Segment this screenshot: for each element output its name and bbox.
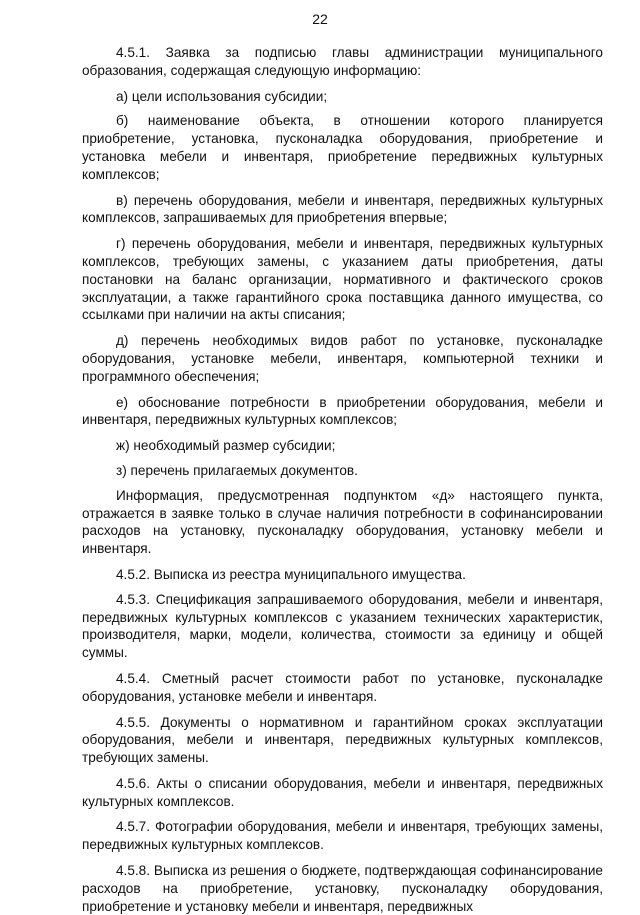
paragraph-4-5-6: 4.5.6. Акты о списании оборудования, мебели и инвентаря, передвижных культурных комплексов. [82, 775, 603, 809]
list-item-b: б) наименование объекта, в отношении которого планируется приобретение, установка, пусконаладка оборудования, приобретение и установка мебели и инвентаря, приобретение передвижных культурных комплексов; [82, 113, 603, 182]
paragraph-4-5-3: 4.5.3. Спецификация запрашиваемого оборудования, мебели и инвентаря, передвижных культурных комплексов с указанием технических характеристик, производителя, марки, модели, количества, стоимости за единицу и общей суммы. [82, 591, 603, 661]
list-item-g: г) перечень оборудования, мебели и инвентаря, передвижных культурных комплексов, требующих замены, с указанием даты приобретения, даты постановки на баланс организации, нормативного и фактического сроков эксплуатации, а также гарантийного срока поставщика данного имущества, со ссылками при наличии на акты списания; [82, 236, 603, 323]
paragraph-4-5-1: 4.5.1. Заявка за подписью главы администрации муниципального образования, содержащая следующую информацию: [82, 45, 603, 78]
information-note: Информация, предусмотренная подпунктом «д» настоящего пункта, отражается в заявке только в случае наличия потребности в софинансировании расходов на установку, пусконаладку оборудования, установку мебели и инвентаря. [82, 487, 603, 557]
paragraph-4-5-8: 4.5.8. Выписка из решения о бюджете, подтверждающая софинансирование расходов на приобретение, установку, пусконаладку оборудования, приобретение и установку мебели и инвентаря, передвижных [82, 863, 603, 914]
list-item-d: д) перечень необходимых видов работ по установке, пусконаладке оборудования, установке мебели, инвентаря, компьютерной техники и программного обеспечения; [82, 333, 603, 384]
list-item-a: а) цели использования субсидии; [116, 88, 328, 104]
document-body [82, 44, 603, 915]
paragraph-4-5-5: 4.5.5. Документы о нормативном и гарантийном сроках эксплуатации оборудования, мебели и инвентаря, передвижных культурных комплексов, требующих замены. [82, 714, 603, 766]
paragraph-4-5-2: 4.5.2. Выписка из реестра муниципального имущества. [116, 566, 466, 582]
list-item-e: е) обоснование потребности в приобретении оборудования, мебели и инвентаря, передвижных культурных комплексов; [82, 394, 603, 428]
paragraph-4-5-7: 4.5.7. Фотографии оборудования, мебели и инвентаря, требующих замены, передвижных культурных комплексов. [82, 819, 603, 853]
list-item-zh: ж) необходимый размер субсидии; [116, 438, 336, 454]
paragraph-4-5-4: 4.5.4. Сметный расчет стоимости работ по установке, пусконаладке оборудования, установке мебели и инвентаря. [82, 670, 603, 704]
list-item-z: з) перечень прилагаемых документов. [116, 462, 358, 478]
list-item-v: в) перечень оборудования, мебели и инвентаря, передвижных культурных комплексов, запрашиваемых для приобретения впервые; [82, 192, 603, 226]
page-number: 22 [312, 11, 328, 27]
